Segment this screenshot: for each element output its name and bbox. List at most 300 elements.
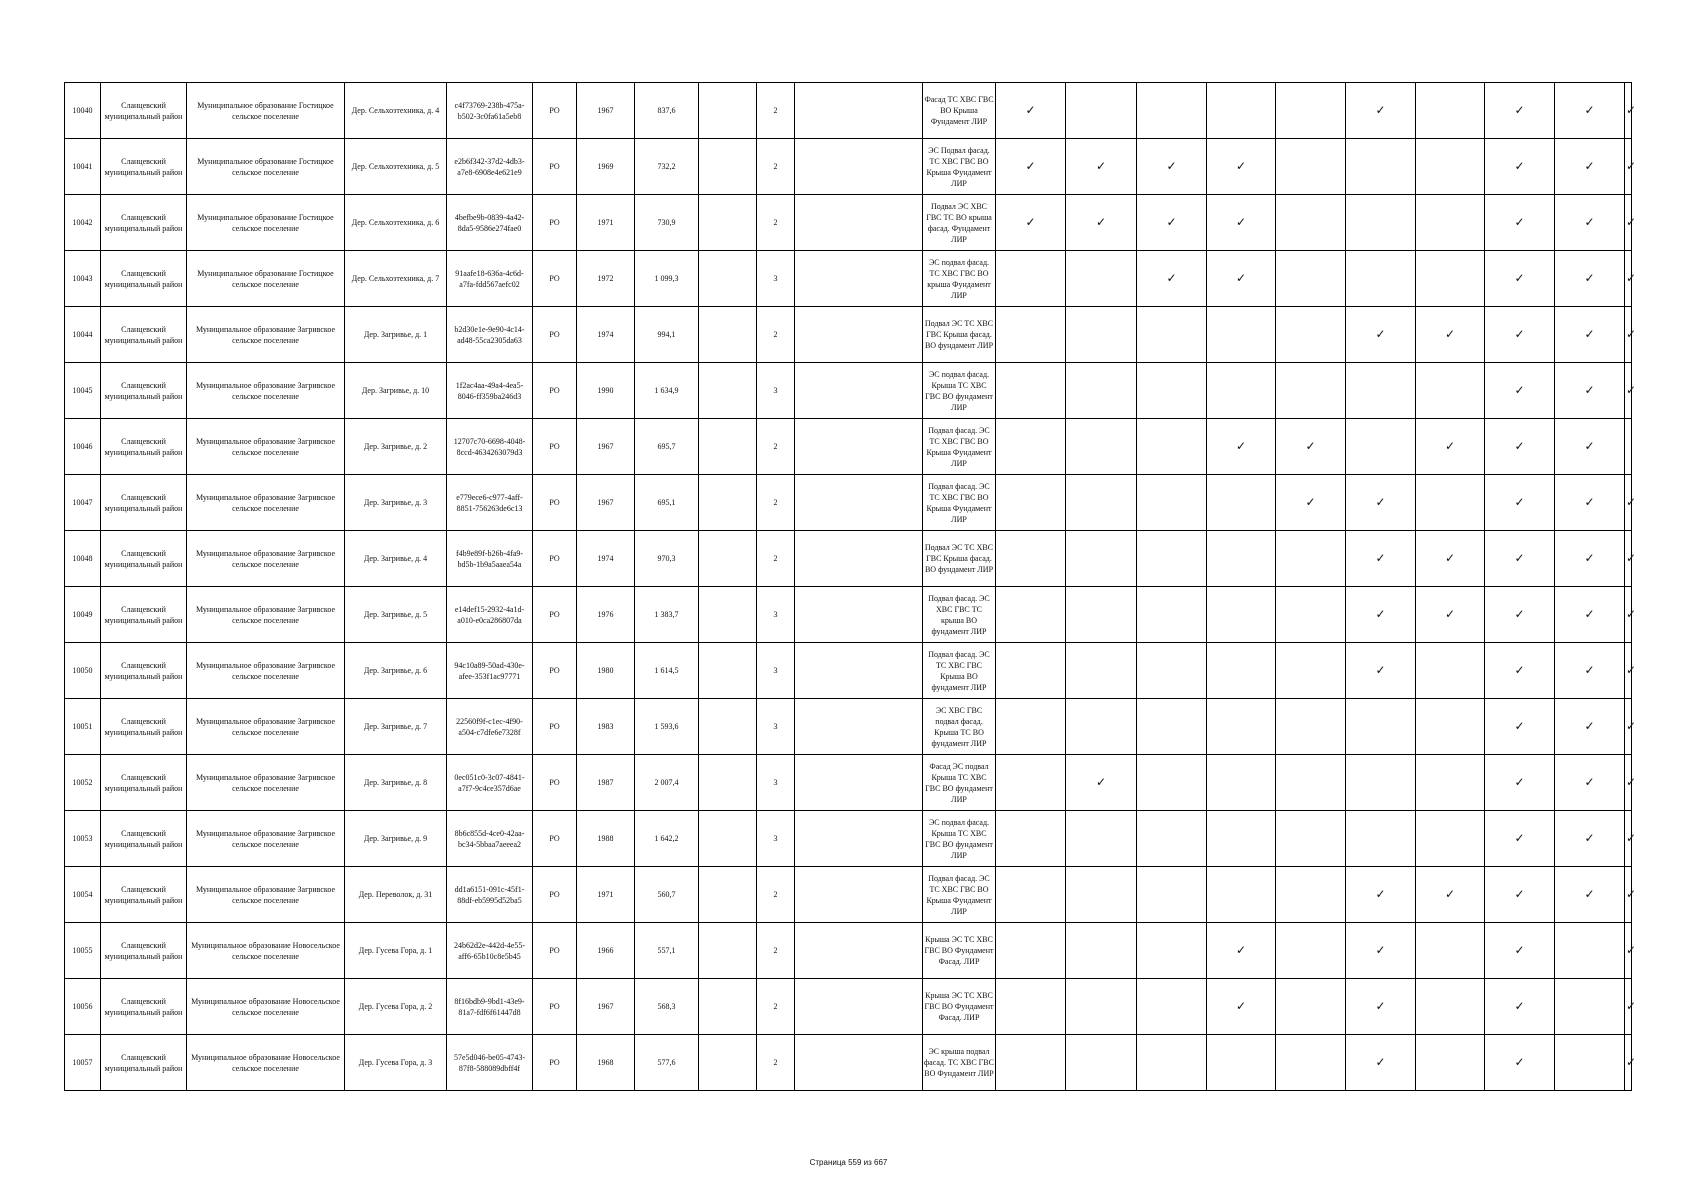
check-mark-icon: ✓ [1346,867,1416,923]
works-cell: ЭС Подвал фасад. ТС ХВС ГВС ВО Крыша Фундамент ЛИР [923,139,996,195]
empty-check-cell [1137,923,1207,979]
empty-cell [795,419,923,475]
floors-cell: 3 [757,811,795,867]
district-cell: Сланцевский муниципальный район [101,531,187,587]
check-mark-icon: ✓ [1555,195,1625,251]
check-mark-icon: ✓ [1207,251,1276,307]
guid-cell: 4befbe9b-0839-4a42-8da5-9586e274fae0 [447,195,533,251]
guid-cell: b2d30e1e-9e90-4c14-ad48-55ca2305da63 [447,307,533,363]
type-cell: РО [533,755,577,811]
row-id-cell: 10049 [65,587,101,643]
check-mark-icon: ✓ [1485,419,1555,475]
row-id-cell: 10052 [65,755,101,811]
empty-check-cell [996,811,1066,867]
row-id-cell: 10057 [65,1035,101,1091]
row-id-cell: 10050 [65,643,101,699]
empty-check-cell [1276,83,1346,139]
check-mark-icon: ✓ [996,195,1066,251]
table-row [65,139,1632,195]
guid-cell: e2b6f342-37d2-4db3-a7e8-6908e4e621e9 [447,139,533,195]
empty-check-cell [1416,699,1485,755]
empty-check-cell [1416,923,1485,979]
district-cell: Сланцевский муниципальный район [101,475,187,531]
floors-cell: 2 [757,531,795,587]
check-mark-icon: ✓ [1416,867,1485,923]
empty-check-cell [1276,923,1346,979]
check-mark-icon: ✓ [1485,139,1555,195]
empty-check-cell [1416,755,1485,811]
check-mark-icon: ✓ [1625,139,1632,195]
check-mark-icon: ✓ [1346,979,1416,1035]
type-cell: РО [533,923,577,979]
empty-cell [795,699,923,755]
year-cell: 1974 [577,531,635,587]
district-cell: Сланцевский муниципальный район [101,139,187,195]
type-cell: РО [533,251,577,307]
address-cell: Дер. Загривье, д. 7 [345,699,447,755]
floors-cell: 3 [757,363,795,419]
empty-check-cell [1137,531,1207,587]
empty-check-cell [1066,811,1137,867]
empty-check-cell [1276,307,1346,363]
empty-check-cell [996,475,1066,531]
municipality-cell: Муниципальное образование Гостицкое сельское поселение [187,251,345,307]
empty-check-cell [1207,867,1276,923]
row-id-cell: 10044 [65,307,101,363]
year-cell: 1976 [577,587,635,643]
district-cell: Сланцевский муниципальный район [101,587,187,643]
check-mark-icon: ✓ [1625,1035,1632,1091]
address-cell: Дер. Сельхозтехника, д. 6 [345,195,447,251]
year-cell: 1990 [577,363,635,419]
year-cell: 1972 [577,251,635,307]
district-cell: Сланцевский муниципальный район [101,195,187,251]
area-cell: 1 593,6 [635,699,699,755]
empty-check-cell [996,251,1066,307]
municipality-cell: Муниципальное образование Загривское сельское поселение [187,419,345,475]
year-cell: 1974 [577,307,635,363]
empty-cell [795,139,923,195]
year-cell: 1967 [577,979,635,1035]
row-id-cell: 10047 [65,475,101,531]
address-cell: Дер. Загривье, д. 10 [345,363,447,419]
check-mark-icon: ✓ [1207,979,1276,1035]
check-mark-icon: ✓ [1066,755,1137,811]
municipality-cell: Муниципальное образование Новосельское сельское поселение [187,979,345,1035]
empty-check-cell [1276,643,1346,699]
empty-cell [795,363,923,419]
check-mark-icon: ✓ [1346,83,1416,139]
municipality-cell: Муниципальное образование Загривское сельское поселение [187,587,345,643]
empty-check-cell [1555,923,1625,979]
empty-check-cell [1416,363,1485,419]
row-id-cell: 10045 [65,363,101,419]
area-cell: 695,7 [635,419,699,475]
check-mark-icon: ✓ [1555,475,1625,531]
check-mark-icon: ✓ [1555,755,1625,811]
table-row [65,1035,1632,1091]
floors-cell: 2 [757,475,795,531]
empty-check-cell [996,867,1066,923]
empty-check-cell [996,699,1066,755]
empty-check-cell [1276,251,1346,307]
floors-cell: 2 [757,195,795,251]
check-mark-icon: ✓ [1625,587,1632,643]
empty-check-cell [1346,811,1416,867]
type-cell: РО [533,699,577,755]
municipality-cell: Муниципальное образование Гостицкое сельское поселение [187,83,345,139]
empty-check-cell [1137,475,1207,531]
check-mark-icon: ✓ [1346,531,1416,587]
year-cell: 1971 [577,195,635,251]
type-cell: РО [533,979,577,1035]
empty-check-cell [1276,531,1346,587]
guid-cell: f4b9e89f-b26b-4fa9-bd5b-1b9a5aaea54a [447,531,533,587]
empty-check-cell [1416,83,1485,139]
municipality-cell: Муниципальное образование Новосельское сельское поселение [187,923,345,979]
type-cell: РО [533,1035,577,1091]
district-cell: Сланцевский муниципальный район [101,979,187,1035]
address-cell: Дер. Загривье, д. 4 [345,531,447,587]
empty-check-cell [1066,419,1137,475]
check-mark-icon: ✓ [1555,363,1625,419]
empty-check-cell [1137,83,1207,139]
table-row [65,195,1632,251]
address-cell: Дер. Переволок, д. 31 [345,867,447,923]
area-cell: 994,1 [635,307,699,363]
table-row [65,419,1632,475]
works-cell: Подвал ЭС ХВС ГВС ТС ВО крыша фасад. Фундамент ЛИР [923,195,996,251]
empty-check-cell [1066,363,1137,419]
empty-check-cell [1346,251,1416,307]
check-mark-icon: ✓ [1485,699,1555,755]
check-mark-icon: ✓ [1555,531,1625,587]
empty-cell [699,531,757,587]
municipality-cell: Муниципальное образование Новосельское сельское поселение [187,1035,345,1091]
empty-check-cell [1066,979,1137,1035]
check-mark-icon: ✓ [1625,811,1632,867]
check-mark-icon: ✓ [1416,587,1485,643]
works-cell: Подвал фасад. ЭС ТС ХВС ГВС ВО Крыша Фундамент ЛИР [923,867,996,923]
empty-check-cell [1276,867,1346,923]
table-row [65,923,1632,979]
empty-check-cell [1066,83,1137,139]
table-row [65,811,1632,867]
district-cell: Сланцевский муниципальный район [101,643,187,699]
address-cell: Дер. Загривье, д. 6 [345,643,447,699]
check-mark-icon: ✓ [1416,531,1485,587]
guid-cell: 0ec051c0-3c07-4841-a7f7-9c4ce357d6ae [447,755,533,811]
check-mark-icon: ✓ [1555,643,1625,699]
empty-check-cell [996,1035,1066,1091]
guid-cell: 8b6c855d-4ce0-42aa-bc34-5bbaa7aeeea2 [447,811,533,867]
empty-cell [699,867,757,923]
empty-check-cell [1276,979,1346,1035]
empty-check-cell [1137,363,1207,419]
empty-cell [699,811,757,867]
empty-check-cell [1066,475,1137,531]
check-mark-icon: ✓ [1625,867,1632,923]
works-cell: ЭС подвал фасад. Крыша ТС ХВС ГВС ВО фундамент ЛИР [923,811,996,867]
municipality-cell: Муниципальное образование Гостицкое сельское поселение [187,139,345,195]
empty-check-cell [1207,475,1276,531]
empty-check-cell [1137,307,1207,363]
municipality-cell: Муниципальное образование Загривское сельское поселение [187,755,345,811]
works-cell: Фасад ТС ХВС ГВС ВО Крыша Фундамент ЛИР [923,83,996,139]
year-cell: 1967 [577,419,635,475]
check-mark-icon: ✓ [1066,195,1137,251]
works-cell: Крыша ЭС ТС ХВС ГВС ВО Фундамент Фасад. ЛИР [923,979,996,1035]
area-cell: 568,3 [635,979,699,1035]
guid-cell: dd1a6151-091c-45f1-88df-eb5995d52ba5 [447,867,533,923]
empty-check-cell [1066,531,1137,587]
address-cell: Дер. Сельхозтехника, д. 4 [345,83,447,139]
year-cell: 1967 [577,83,635,139]
row-id-cell: 10051 [65,699,101,755]
check-mark-icon: ✓ [1485,363,1555,419]
empty-check-cell [1066,587,1137,643]
check-mark-icon: ✓ [1207,195,1276,251]
check-mark-icon: ✓ [1625,475,1632,531]
empty-check-cell [1066,699,1137,755]
empty-check-cell [1276,195,1346,251]
check-mark-icon: ✓ [1625,195,1632,251]
empty-check-cell [1207,811,1276,867]
empty-check-cell [1137,979,1207,1035]
empty-cell [795,867,923,923]
check-mark-icon: ✓ [1625,363,1632,419]
check-mark-icon: ✓ [1485,643,1555,699]
check-mark-icon: ✓ [1555,867,1625,923]
check-mark-icon: ✓ [1485,531,1555,587]
empty-check-cell [1346,699,1416,755]
guid-cell: 12707c70-6698-4048-8ccd-4634263079d3 [447,419,533,475]
empty-cell [795,251,923,307]
district-cell: Сланцевский муниципальный район [101,811,187,867]
empty-check-cell [1207,1035,1276,1091]
table-row [65,979,1632,1035]
area-cell: 730,9 [635,195,699,251]
table-row [65,643,1632,699]
table-row [65,531,1632,587]
empty-check-cell [1416,811,1485,867]
check-mark-icon: ✓ [1625,83,1632,139]
empty-check-cell [1555,979,1625,1035]
empty-check-cell [1066,1035,1137,1091]
empty-cell [699,419,757,475]
check-mark-icon: ✓ [1485,587,1555,643]
check-mark-icon: ✓ [1066,139,1137,195]
empty-check-cell [1137,811,1207,867]
municipality-cell: Муниципальное образование Загривское сельское поселение [187,699,345,755]
empty-cell [795,83,923,139]
floors-cell: 2 [757,83,795,139]
area-cell: 970,3 [635,531,699,587]
check-mark-icon: ✓ [1207,923,1276,979]
address-cell: Дер. Загривье, д. 1 [345,307,447,363]
empty-check-cell [1346,755,1416,811]
type-cell: РО [533,643,577,699]
empty-cell [795,1035,923,1091]
empty-check-cell [1416,979,1485,1035]
guid-cell: c4f73769-238b-475a-b502-3c0fa61a5eb8 [447,83,533,139]
empty-check-cell [996,643,1066,699]
empty-check-cell [1137,643,1207,699]
district-cell: Сланцевский муниципальный район [101,755,187,811]
address-cell: Дер. Загривье, д. 3 [345,475,447,531]
works-cell: Подвал ЭС ТС ХВС ГВС Крыша фасад. ВО фундамент ЛИР [923,307,996,363]
empty-check-cell [1346,139,1416,195]
area-cell: 1 099,3 [635,251,699,307]
municipality-cell: Муниципальное образование Загривское сельское поселение [187,867,345,923]
guid-cell: 24b62d2e-442d-4e55-aff6-65b10c8e5b45 [447,923,533,979]
empty-check-cell [1207,643,1276,699]
floors-cell: 2 [757,419,795,475]
check-mark-icon: ✓ [1346,475,1416,531]
check-mark-icon: ✓ [1485,755,1555,811]
guid-cell: e779ece6-c977-4aff-8851-756263de6c13 [447,475,533,531]
empty-cell [699,755,757,811]
works-cell: Подвал фасад. ЭС ТС ХВС ГВС ВО Крыша Фундамент ЛИР [923,475,996,531]
works-cell: Подвал ЭС ТС ХВС ГВС Крыша фасад. ВО фундамент ЛИР [923,531,996,587]
empty-cell [699,139,757,195]
address-cell: Дер. Сельхозтехника, д. 5 [345,139,447,195]
area-cell: 2 007,4 [635,755,699,811]
floors-cell: 2 [757,139,795,195]
address-cell: Дер. Загривье, д. 9 [345,811,447,867]
check-mark-icon: ✓ [1346,923,1416,979]
empty-check-cell [1066,307,1137,363]
district-cell: Сланцевский муниципальный район [101,307,187,363]
guid-cell: 8f16bdb9-9bd1-43e9-81a7-fdf6f61447d8 [447,979,533,1035]
check-mark-icon: ✓ [1625,307,1632,363]
empty-check-cell [1276,139,1346,195]
municipality-cell: Муниципальное образование Загривское сельское поселение [187,643,345,699]
address-cell: Дер. Сельхозтехника, д. 7 [345,251,447,307]
area-cell: 695,1 [635,475,699,531]
municipality-cell: Муниципальное образование Загривское сельское поселение [187,363,345,419]
district-cell: Сланцевский муниципальный район [101,923,187,979]
empty-cell [795,531,923,587]
empty-cell [795,195,923,251]
works-cell: Подвал фасад. ЭС ТС ХВС ГВС ВО Крыша Фундамент ЛИР [923,419,996,475]
year-cell: 1983 [577,699,635,755]
area-cell: 1 614,5 [635,643,699,699]
guid-cell: 57e5d046-be05-4743-87f8-588089dbff4f [447,1035,533,1091]
table-row [65,587,1632,643]
empty-cell [795,307,923,363]
area-cell: 1 383,7 [635,587,699,643]
empty-check-cell [1207,755,1276,811]
floors-cell: 2 [757,923,795,979]
check-mark-icon: ✓ [1485,83,1555,139]
table-row [65,755,1632,811]
check-mark-icon: ✓ [1485,475,1555,531]
check-mark-icon: ✓ [1485,251,1555,307]
table-row [65,363,1632,419]
check-mark-icon: ✓ [1485,867,1555,923]
year-cell: 1971 [577,867,635,923]
district-cell: Сланцевский муниципальный район [101,1035,187,1091]
floors-cell: 3 [757,699,795,755]
check-mark-icon: ✓ [1555,811,1625,867]
floors-cell: 2 [757,979,795,1035]
floors-cell: 3 [757,251,795,307]
municipality-cell: Муниципальное образование Загривское сельское поселение [187,475,345,531]
check-mark-icon: ✓ [1625,699,1632,755]
check-mark-icon: ✓ [1555,83,1625,139]
year-cell: 1966 [577,923,635,979]
check-mark-icon: ✓ [1207,419,1276,475]
empty-check-cell [1066,643,1137,699]
empty-cell [795,979,923,1035]
empty-check-cell [996,923,1066,979]
check-mark-icon: ✓ [1137,195,1207,251]
table-row [65,475,1632,531]
check-mark-icon: ✓ [1555,307,1625,363]
check-mark-icon: ✓ [1555,251,1625,307]
empty-check-cell [1276,363,1346,419]
works-cell: Фасад ЭС подвал Крыша ТС ХВС ГВС ВО фундамент ЛИР [923,755,996,811]
area-cell: 560,7 [635,867,699,923]
empty-check-cell [1276,1035,1346,1091]
address-cell: Дер. Загривье, д. 8 [345,755,447,811]
empty-cell [795,923,923,979]
works-cell: ЭС подвал фасад. Крыша ТС ХВС ГВС ВО фундамент ЛИР [923,363,996,419]
type-cell: РО [533,475,577,531]
floors-cell: 3 [757,587,795,643]
empty-cell [699,195,757,251]
guid-cell: 91aafe18-636a-4c6d-a7fa-fdd567aefc02 [447,251,533,307]
year-cell: 1988 [577,811,635,867]
empty-check-cell [1066,867,1137,923]
row-id-cell: 10046 [65,419,101,475]
empty-check-cell [1276,755,1346,811]
guid-cell: 1f2ac4aa-49a4-4ea5-8046-ff359ba246d3 [447,363,533,419]
row-id-cell: 10048 [65,531,101,587]
table-row [65,699,1632,755]
empty-check-cell [1137,755,1207,811]
area-cell: 577,6 [635,1035,699,1091]
check-mark-icon: ✓ [1555,699,1625,755]
check-mark-icon: ✓ [1276,419,1346,475]
table-row [65,867,1632,923]
address-cell: Дер. Гусева Гора, д. 2 [345,979,447,1035]
empty-check-cell [996,419,1066,475]
type-cell: РО [533,867,577,923]
guid-cell: 94c10a89-50ad-430e-afee-353f1ac97771 [447,643,533,699]
municipality-cell: Муниципальное образование Гостицкое сельское поселение [187,195,345,251]
empty-check-cell [1207,587,1276,643]
area-cell: 732,2 [635,139,699,195]
type-cell: РО [533,195,577,251]
empty-check-cell [1276,587,1346,643]
type-cell: РО [533,587,577,643]
works-cell: Подвал фасад. ЭС ТС ХВС ГВС Крыша ВО фундамент ЛИР [923,643,996,699]
empty-check-cell [1416,139,1485,195]
district-cell: Сланцевский муниципальный район [101,251,187,307]
check-mark-icon: ✓ [1555,587,1625,643]
empty-check-cell [1276,811,1346,867]
check-mark-icon: ✓ [1137,139,1207,195]
empty-check-cell [996,587,1066,643]
area-cell: 557,1 [635,923,699,979]
type-cell: РО [533,307,577,363]
check-mark-icon: ✓ [1555,139,1625,195]
check-mark-icon: ✓ [996,83,1066,139]
works-cell: ЭС крыша подвал фасад. ТС ХВС ГВС ВО Фундамент ЛИР [923,1035,996,1091]
check-mark-icon: ✓ [1346,643,1416,699]
